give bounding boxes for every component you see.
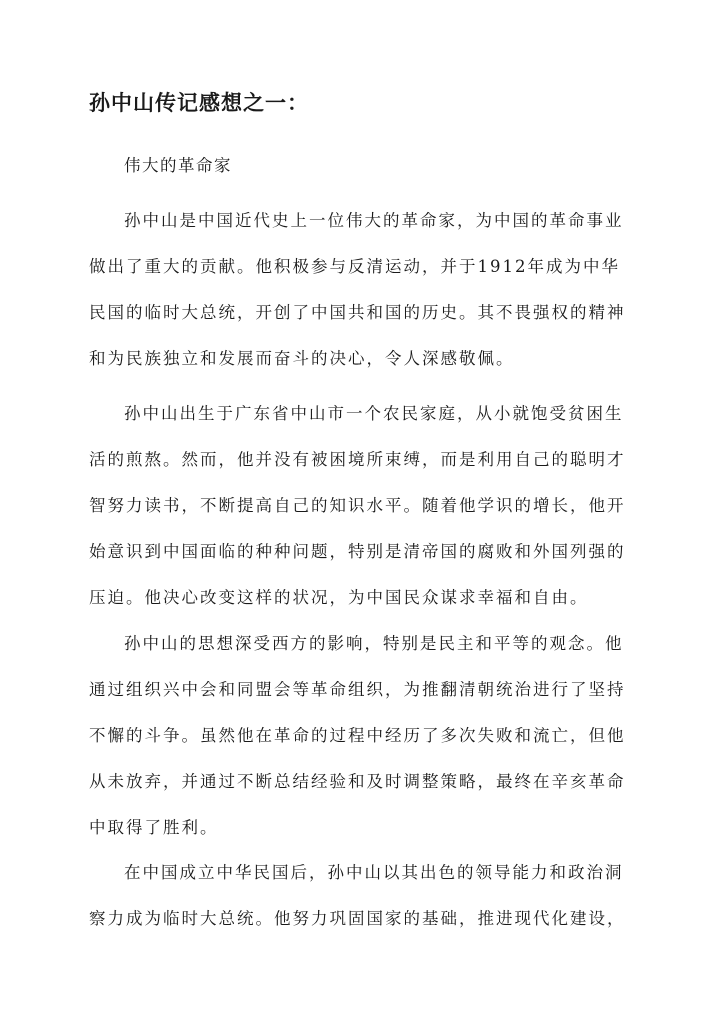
paragraph-line: 通过组织兴中会和同盟会等革命组织，为推翻清朝统治进行了坚持	[89, 680, 626, 699]
paragraph-line: 始意识到中国面临的种种问题，特别是清帝国的腐败和外国列强的	[89, 542, 626, 561]
paragraph-line: 察力成为临时大总统。他努力巩固国家的基础，推进现代化建设，	[89, 909, 626, 928]
paragraph-line: 不懈的斗争。虽然他在革命的过程中经历了多次失败和流亡，但他	[89, 726, 626, 745]
paragraph-line: 在中国成立中华民国后，孙中山以其出色的领导能力和政治洞	[124, 863, 624, 882]
paragraph-3	[89, 630, 649, 860]
paragraph-line: 孙中山出生于广东省中山市一个农民家庭，从小就饱受贫困生	[124, 404, 624, 423]
document-title: 孙中山传记感想之一：	[89, 90, 309, 115]
paragraph-line: 和为民族独立和发展而奋斗的决心，令人深感敬佩。	[89, 349, 515, 368]
paragraph-line: 做出了重大的贡献。他积极参与反清运动，并于1912年成为中华	[89, 257, 620, 276]
paragraph-line: 孙中山的思想深受西方的影响，特别是民主和平等的观念。他	[124, 634, 624, 653]
document-subtitle: 伟大的革命家	[124, 156, 232, 175]
paragraph-line: 孙中山是中国近代史上一位伟大的革命家，为中国的革命事业	[124, 211, 624, 230]
paragraph-2	[89, 400, 649, 630]
paragraph-line: 压迫。他决心改变这样的状况，为中国民众谋求幸福和自由。	[89, 588, 589, 607]
paragraph-4	[89, 859, 649, 951]
paragraph-line: 民国的临时大总统，开创了中国共和国的历史。其不畏强权的精神	[89, 303, 626, 322]
paragraph-line: 智努力读书，不断提高自己的知识水平。随着他学识的增长，他开	[89, 496, 626, 515]
paragraph-line: 活的煎熬。然而，他并没有被困境所束缚，而是利用自己的聪明才	[89, 450, 626, 469]
paragraph-line: 中取得了胜利。	[89, 818, 219, 837]
paragraph-line: 从未放弃，并通过不断总结经验和及时调整策略，最终在辛亥革命	[89, 772, 626, 791]
paragraph-1	[89, 207, 649, 391]
